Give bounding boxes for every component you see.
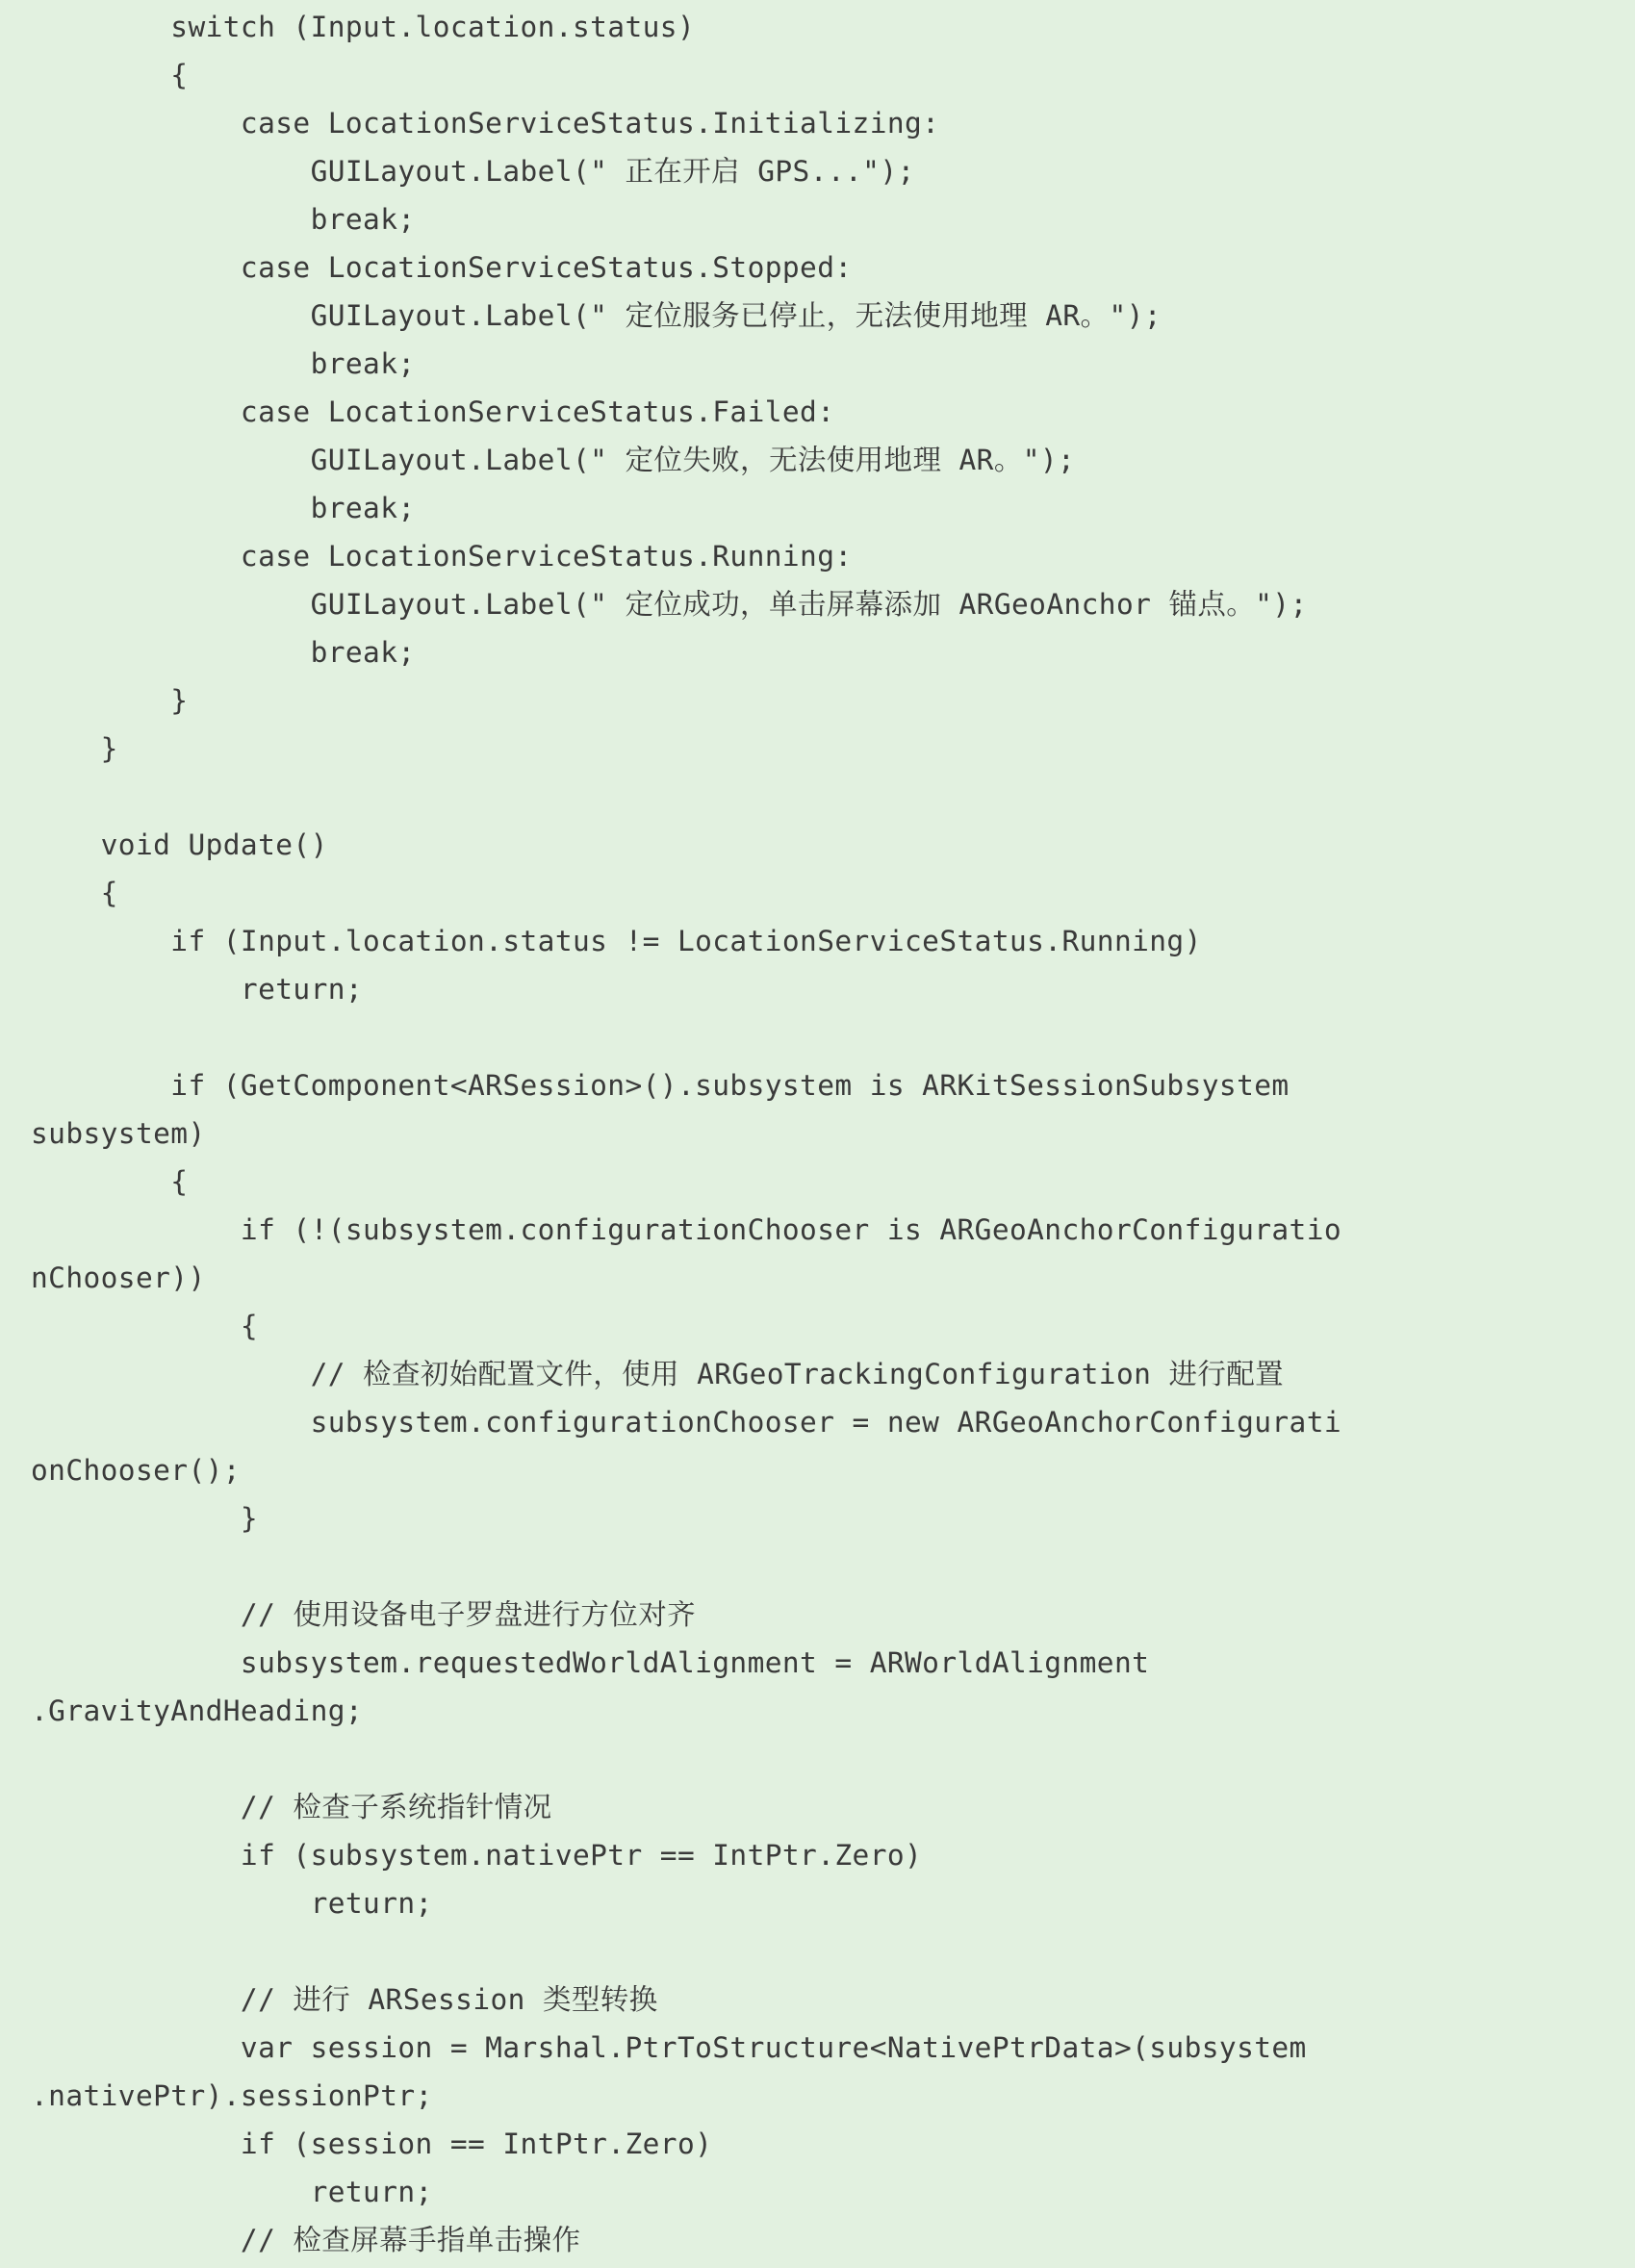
code-line: if (subsystem.nativePtr == IntPtr.Zero) <box>31 1839 923 1872</box>
code-line: return; <box>31 973 364 1006</box>
code-line: break; <box>31 203 416 236</box>
code-line: case LocationServiceStatus.Stopped: <box>31 251 853 284</box>
code-line: { <box>31 59 189 91</box>
code-line: GUILayout.Label(" 定位服务已停止，无法使用地理 AR。"); <box>31 299 1162 332</box>
code-line: void Update() <box>31 828 328 861</box>
code-line: } <box>31 1502 259 1535</box>
code-line: } <box>31 684 189 717</box>
code-line: GUILayout.Label(" 定位失败，无法使用地理 AR。"); <box>31 444 1076 476</box>
code-line: // 使用设备电子罗盘进行方位对齐 <box>31 1598 697 1631</box>
code-line: return; <box>31 2176 433 2208</box>
code-line: } <box>31 732 118 765</box>
code-line: // 检查子系统指针情况 <box>31 1791 552 1823</box>
code-line: break; <box>31 636 416 669</box>
code-line: // 进行 ARSession 类型转换 <box>31 1983 658 2016</box>
code-line: switch (Input.location.status) <box>31 11 696 43</box>
code-line: case LocationServiceStatus.Initializing: <box>31 107 940 140</box>
code-line: // 检查初始配置文件，使用 ARGeoTrackingConfiguration 进行配置 <box>31 1358 1285 1390</box>
code-line: if (!(subsystem.configurationChooser is ARGeoAnchorConfiguratio <box>31 1213 1342 1246</box>
code-line: GUILayout.Label(" 正在开启 GPS..."); <box>31 155 915 188</box>
code-line: subsystem.requestedWorldAlignment = ARWorldAlignment <box>31 1646 1150 1679</box>
code-line: case LocationServiceStatus.Running: <box>31 540 853 573</box>
code-line: .nativePtr).sessionPtr; <box>31 2079 433 2112</box>
code-line: subsystem) <box>31 1117 206 1150</box>
code-line: var session = Marshal.PtrToStructure<NativePtrData>(subsystem <box>31 2031 1307 2064</box>
code-line: onChooser(); <box>31 1454 241 1487</box>
code-line: break; <box>31 347 416 380</box>
code-line: { <box>31 1165 189 1198</box>
code-line: break; <box>31 492 416 524</box>
code-line: return; <box>31 1887 433 1920</box>
code-line: if (Input.location.status != LocationServiceStatus.Running) <box>31 925 1202 957</box>
code-line: { <box>31 877 118 909</box>
code-line: GUILayout.Label(" 定位成功，单击屏幕添加 ARGeoAnchor 锚点。"); <box>31 588 1308 621</box>
code-line: case LocationServiceStatus.Failed: <box>31 395 835 428</box>
code-line: subsystem.configurationChooser = new ARGeoAnchorConfigurati <box>31 1406 1342 1439</box>
code-line: // 检查屏幕手指单击操作 <box>31 2224 581 2256</box>
code-line: if (GetComponent<ARSession>().subsystem is ARKitSessionSubsystem <box>31 1069 1290 1102</box>
code-line: if (session == IntPtr.Zero) <box>31 2128 713 2160</box>
code-line: nChooser)) <box>31 1261 206 1294</box>
code-line: { <box>31 1310 259 1342</box>
code-line: .GravityAndHeading; <box>31 1695 364 1727</box>
